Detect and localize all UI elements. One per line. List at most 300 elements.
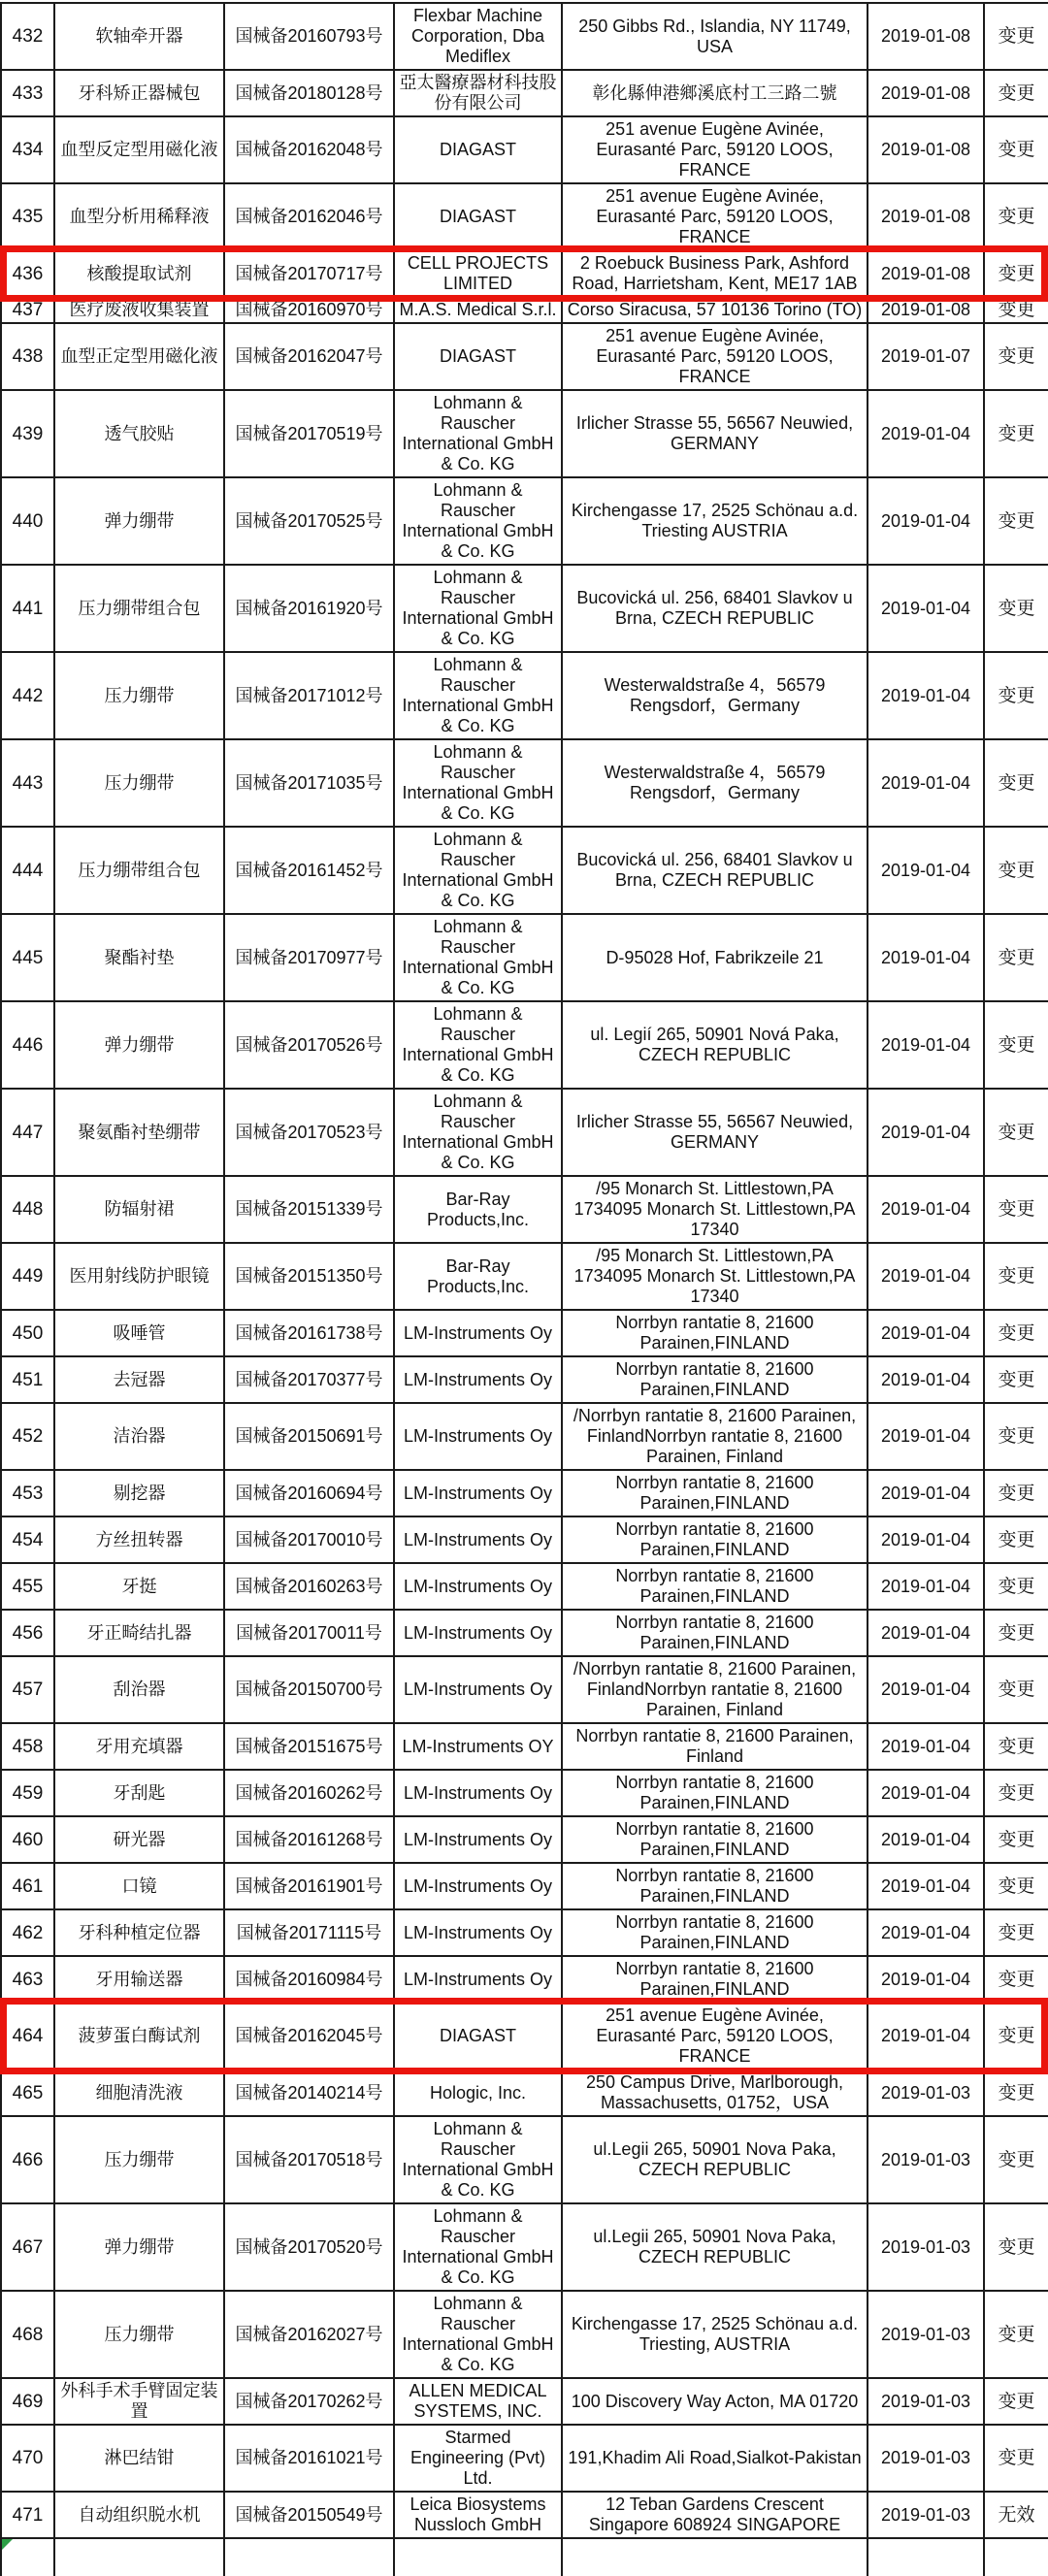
cell-company: Bar-Ray Products,Inc. (394, 1243, 562, 1310)
cell-address: Norrbyn rantatie 8, 21600 Parainen,FINLAND (562, 1310, 868, 1356)
cell-date: 2019-01-07 (868, 323, 984, 390)
cell-address: 250 Gibbs Rd., Islandia, NY 11749, USA (562, 3, 868, 70)
cell-status: 无效 (984, 2492, 1048, 2538)
table-row (1, 739, 1048, 827)
cell-row-number: 435 (1, 183, 54, 250)
cell-product-name: 牙科种植定位器 (54, 1909, 224, 1956)
cell-address (562, 2538, 868, 2576)
cell-address: ul. Legií 265, 50901 Nová Paka, CZECH REPUBLIC (562, 1001, 868, 1089)
cell-row-number: 442 (1, 652, 54, 739)
cell-status: 变更 (984, 1001, 1048, 1089)
cell-date: 2019-01-04 (868, 1176, 984, 1243)
cell-product-name: 方丝扭转器 (54, 1516, 224, 1563)
table-row (1, 390, 1048, 477)
cell-registration-no: 国械备20160984号 (224, 1956, 394, 2003)
cell-row-number: 468 (1, 2291, 54, 2378)
cell-registration-no: 国械备20150700号 (224, 1656, 394, 1723)
cell-row-number: 448 (1, 1176, 54, 1243)
cell-date: 2019-01-04 (868, 827, 984, 914)
cell-address: Norrbyn rantatie 8, 21600 Parainen,FINLAND (562, 1516, 868, 1563)
cell-company: Starmed Engineering (Pvt) Ltd. (394, 2425, 562, 2492)
cell-registration-no: 国械备20162048号 (224, 116, 394, 183)
table-row (1, 565, 1048, 652)
cell-status: 变更 (984, 3, 1048, 70)
table-row (1, 297, 1048, 323)
cell-date: 2019-01-04 (868, 1816, 984, 1863)
cell-row-number (1, 2538, 54, 2576)
cell-product-name: 细胞清洗液 (54, 2070, 224, 2116)
cell-company: LM-Instruments Oy (394, 1610, 562, 1656)
cell-company: LM-Instruments Oy (394, 1956, 562, 2003)
cell-product-name: 弹力绷带 (54, 477, 224, 565)
cell-product-name: 牙用充填器 (54, 1723, 224, 1770)
cell-product-name: 外科手术手臂固定装置 (54, 2378, 224, 2425)
cell-product-name: 淋巴结钳 (54, 2425, 224, 2492)
cell-date: 2019-01-04 (868, 1656, 984, 1723)
cell-registration-no: 国械备20161452号 (224, 827, 394, 914)
cell-date: 2019-01-04 (868, 1723, 984, 1770)
cell-company: Lohmann & Rauscher International GmbH & Co. KG (394, 390, 562, 477)
cell-row-number: 463 (1, 1956, 54, 2003)
cell-company (394, 2538, 562, 2576)
cell-registration-no: 国械备20150549号 (224, 2492, 394, 2538)
cell-address: /95 Monarch St. Littlestown,PA 1734095 Monarch St. Littlestown,PA 17340 (562, 1176, 868, 1243)
cell-product-name: 剔挖器 (54, 1470, 224, 1516)
cell-status: 变更 (984, 477, 1048, 565)
cell-company: Lohmann & Rauscher International GmbH & Co. KG (394, 652, 562, 739)
cell-row-number: 470 (1, 2425, 54, 2492)
cell-registration-no: 国械备20162047号 (224, 323, 394, 390)
cell-address: Irlicher Strasse 55, 56567 Neuwied, GERMANY (562, 390, 868, 477)
cell-date: 2019-01-04 (868, 1610, 984, 1656)
cell-registration-no: 国械备20170523号 (224, 1089, 394, 1176)
cell-company: ALLEN MEDICAL SYSTEMS, INC. (394, 2378, 562, 2425)
table-row (1, 250, 1048, 297)
cell-date: 2019-01-08 (868, 297, 984, 323)
cell-address: 191,Khadim Ali Road,Sialkot-Pakistan (562, 2425, 868, 2492)
cell-address: 251 avenue Eugène Avinée, Eurasanté Parc, 59120 LOOS, FRANCE (562, 2003, 868, 2070)
cell-company: Hologic, Inc. (394, 2070, 562, 2116)
cell-row-number: 471 (1, 2492, 54, 2538)
cell-status: 变更 (984, 1310, 1048, 1356)
cell-product-name: 压力绷带组合包 (54, 827, 224, 914)
cell-company: Lohmann & Rauscher International GmbH & Co. KG (394, 1089, 562, 1176)
cell-status: 变更 (984, 250, 1048, 297)
table-row (1, 1403, 1048, 1470)
cell-row-number: 466 (1, 2116, 54, 2203)
cell-address: Norrbyn rantatie 8, 21600 Parainen,FINLAND (562, 1770, 868, 1816)
cell-address: /Norrbyn rantatie 8, 21600 Parainen, FinlandNorrbyn rantatie 8, 21600 Parainen, Finland (562, 1403, 868, 1470)
cell-address: ul.Legii 265, 50901 Nova Paka, CZECH REPUBLIC (562, 2203, 868, 2291)
cell-registration-no: 国械备20160970号 (224, 297, 394, 323)
cell-status: 变更 (984, 914, 1048, 1001)
cell-registration-no: 国械备20160262号 (224, 1770, 394, 1816)
table-row (1, 1310, 1048, 1356)
cell-product-name: 聚酯衬垫 (54, 914, 224, 1001)
table-row (1, 1176, 1048, 1243)
cell-address: D-95028 Hof, Fabrikzeile 21 (562, 914, 868, 1001)
cell-registration-no: 国械备20170520号 (224, 2203, 394, 2291)
cell-row-number: 433 (1, 70, 54, 116)
cell-address: Norrbyn rantatie 8, 21600 Parainen, Finland (562, 1723, 868, 1770)
cell-row-number: 444 (1, 827, 54, 914)
cell-date: 2019-01-04 (868, 1470, 984, 1516)
cell-company: Lohmann & Rauscher International GmbH & Co. KG (394, 1001, 562, 1089)
cell-status: 变更 (984, 2203, 1048, 2291)
cell-address: Bucovická ul. 256, 68401 Slavkov u Brna, CZECH REPUBLIC (562, 565, 868, 652)
cell-date: 2019-01-04 (868, 2003, 984, 2070)
table-body (1, 3, 1048, 2576)
cell-status: 变更 (984, 390, 1048, 477)
cell-registration-no: 国械备20171115号 (224, 1909, 394, 1956)
cell-product-name (54, 2538, 224, 2576)
cell-status: 变更 (984, 297, 1048, 323)
cell-company: Bar-Ray Products,Inc. (394, 1176, 562, 1243)
cell-product-name: 软轴牵开器 (54, 3, 224, 70)
cell-registration-no: 国械备20150691号 (224, 1403, 394, 1470)
cell-status: 变更 (984, 1770, 1048, 1816)
cell-address: Norrbyn rantatie 8, 21600 Parainen,FINLAND (562, 1863, 868, 1909)
partial-next-row (1, 2538, 1048, 2576)
cell-company: LM-Instruments Oy (394, 1909, 562, 1956)
cell-status: 变更 (984, 1816, 1048, 1863)
cell-address: 2 Roebuck Business Park, Ashford Road, Harrietsham, Kent, ME17 1AB (562, 250, 868, 297)
cell-product-name: 压力绷带 (54, 2291, 224, 2378)
cell-status: 变更 (984, 652, 1048, 739)
table-row (1, 1563, 1048, 1610)
cell-registration-no: 国械备20170262号 (224, 2378, 394, 2425)
cell-date: 2019-01-03 (868, 2203, 984, 2291)
cell-company: LM-Instruments OY (394, 1723, 562, 1770)
cell-status: 变更 (984, 1563, 1048, 1610)
cell-registration-no: 国械备20160694号 (224, 1470, 394, 1516)
table-row (1, 1909, 1048, 1956)
cell-row-number: 460 (1, 1816, 54, 1863)
table-row (1, 652, 1048, 739)
cell-registration-no: 国械备20170525号 (224, 477, 394, 565)
cell-product-name: 压力绷带组合包 (54, 565, 224, 652)
table-row (1, 3, 1048, 70)
table-row (1, 2203, 1048, 2291)
table-row (1, 1356, 1048, 1403)
cell-product-name: 核酸提取试剂 (54, 250, 224, 297)
cell-row-number: 464 (1, 2003, 54, 2070)
cell-address: Norrbyn rantatie 8, 21600 Parainen,FINLAND (562, 1956, 868, 2003)
cell-registration-no: 国械备20170526号 (224, 1001, 394, 1089)
cell-registration-no: 国械备20161920号 (224, 565, 394, 652)
cell-product-name: 菠萝蛋白酶试剂 (54, 2003, 224, 2070)
table-row (1, 2378, 1048, 2425)
cell-row-number: 455 (1, 1563, 54, 1610)
cell-product-name: 血型反定型用磁化液 (54, 116, 224, 183)
table-row (1, 183, 1048, 250)
table-row (1, 1723, 1048, 1770)
table-row (1, 1770, 1048, 1816)
cell-row-number: 462 (1, 1909, 54, 1956)
cell-status: 变更 (984, 1403, 1048, 1470)
cell-address: /95 Monarch St. Littlestown,PA 1734095 Monarch St. Littlestown,PA 17340 (562, 1243, 868, 1310)
cell-status: 变更 (984, 565, 1048, 652)
cell-company: LM-Instruments Oy (394, 1516, 562, 1563)
cell-row-number: 451 (1, 1356, 54, 1403)
table-row (1, 1470, 1048, 1516)
cell-date: 2019-01-04 (868, 1089, 984, 1176)
cell-registration-no: 国械备20171035号 (224, 739, 394, 827)
table-row (1, 323, 1048, 390)
cell-status: 变更 (984, 827, 1048, 914)
cell-address: Norrbyn rantatie 8, 21600 Parainen,FINLAND (562, 1470, 868, 1516)
cell-product-name: 血型正定型用磁化液 (54, 323, 224, 390)
cell-status: 变更 (984, 1470, 1048, 1516)
cell-registration-no: 国械备20151350号 (224, 1243, 394, 1310)
cell-product-name: 压力绷带 (54, 739, 224, 827)
cell-address: 100 Discovery Way Acton, MA 01720 (562, 2378, 868, 2425)
cell-row-number: 437 (1, 297, 54, 323)
cell-address: Norrbyn rantatie 8, 21600 Parainen,FINLAND (562, 1356, 868, 1403)
cell-company: Flexbar Machine Corporation, Dba Mediflex (394, 3, 562, 70)
cell-date: 2019-01-04 (868, 1356, 984, 1403)
table-row (1, 2116, 1048, 2203)
cell-company: Lohmann & Rauscher International GmbH & Co. KG (394, 2116, 562, 2203)
table-row (1, 2291, 1048, 2378)
cell-company: LM-Instruments Oy (394, 1310, 562, 1356)
cell-status: 变更 (984, 2425, 1048, 2492)
cell-status: 变更 (984, 1956, 1048, 2003)
cell-address: Bucovická ul. 256, 68401 Slavkov u Brna, CZECH REPUBLIC (562, 827, 868, 914)
cell-date: 2019-01-04 (868, 1956, 984, 2003)
cell-address: 251 avenue Eugène Avinée, Eurasanté Parc, 59120 LOOS, FRANCE (562, 323, 868, 390)
cell-row-number: 461 (1, 1863, 54, 1909)
cell-status: 变更 (984, 323, 1048, 390)
cell-company: LM-Instruments Oy (394, 1656, 562, 1723)
cell-company: Leica Biosystems Nussloch GmbH (394, 2492, 562, 2538)
cell-product-name: 刮治器 (54, 1656, 224, 1723)
cell-company: LM-Instruments Oy (394, 1863, 562, 1909)
cell-status: 变更 (984, 2003, 1048, 2070)
cell-row-number: 441 (1, 565, 54, 652)
cell-date: 2019-01-04 (868, 1310, 984, 1356)
cell-company: CELL PROJECTS LIMITED (394, 250, 562, 297)
cell-company: 亞太醫療器材科技股份有限公司 (394, 70, 562, 116)
table-row (1, 1863, 1048, 1909)
table-row (1, 1656, 1048, 1723)
cell-date: 2019-01-04 (868, 1909, 984, 1956)
cell-date: 2019-01-04 (868, 652, 984, 739)
cell-registration-no: 国械备20161901号 (224, 1863, 394, 1909)
cell-company: Lohmann & Rauscher International GmbH & Co. KG (394, 2203, 562, 2291)
cell-date: 2019-01-03 (868, 2291, 984, 2378)
cell-date: 2019-01-03 (868, 2116, 984, 2203)
cell-address: Kirchengasse 17, 2525 Schönau a.d. Triesting, AUSTRIA (562, 2291, 868, 2378)
cell-registration-no: 国械备20140214号 (224, 2070, 394, 2116)
cell-status: 变更 (984, 1089, 1048, 1176)
cell-status: 变更 (984, 1356, 1048, 1403)
cell-status: 变更 (984, 1863, 1048, 1909)
table-row (1, 1243, 1048, 1310)
cell-address: 彰化縣伸港鄉溪底村工三路二號 (562, 70, 868, 116)
table-row (1, 1610, 1048, 1656)
cell-row-number: 439 (1, 390, 54, 477)
cell-product-name: 牙刮匙 (54, 1770, 224, 1816)
cell-row-number: 445 (1, 914, 54, 1001)
cell-date: 2019-01-04 (868, 1863, 984, 1909)
cell-registration-no: 国械备20151675号 (224, 1723, 394, 1770)
cell-registration-no: 国械备20160793号 (224, 3, 394, 70)
cell-row-number: 453 (1, 1470, 54, 1516)
cell-status (984, 2538, 1048, 2576)
cell-date: 2019-01-08 (868, 183, 984, 250)
table-row (1, 2003, 1048, 2070)
cell-date: 2019-01-08 (868, 116, 984, 183)
cell-date: 2019-01-03 (868, 2492, 984, 2538)
cell-product-name: 弹力绷带 (54, 2203, 224, 2291)
table-row (1, 1516, 1048, 1563)
cell-status: 变更 (984, 2291, 1048, 2378)
cell-company: M.A.S. Medical S.r.l. (394, 297, 562, 323)
table-row (1, 2425, 1048, 2492)
cell-registration-no: 国械备20161738号 (224, 1310, 394, 1356)
cell-product-name: 牙正畸结扎器 (54, 1610, 224, 1656)
table-row (1, 1956, 1048, 2003)
cell-row-number: 446 (1, 1001, 54, 1089)
cell-date: 2019-01-03 (868, 2378, 984, 2425)
cell-product-name: 防辐射裙 (54, 1176, 224, 1243)
cell-date: 2019-01-04 (868, 1516, 984, 1563)
cell-status: 变更 (984, 1176, 1048, 1243)
cell-date: 2019-01-04 (868, 739, 984, 827)
table-row (1, 2070, 1048, 2116)
cell-registration-no: 国械备20170717号 (224, 250, 394, 297)
cell-status: 变更 (984, 1656, 1048, 1723)
cell-registration-no: 国械备20161021号 (224, 2425, 394, 2492)
cell-status: 变更 (984, 2070, 1048, 2116)
cell-address: 251 avenue Eugène Avinée, Eurasanté Parc, 59120 LOOS, FRANCE (562, 116, 868, 183)
cell-row-number: 469 (1, 2378, 54, 2425)
cell-product-name: 去冠器 (54, 1356, 224, 1403)
cell-row-number: 450 (1, 1310, 54, 1356)
cell-date: 2019-01-08 (868, 250, 984, 297)
cell-address: Norrbyn rantatie 8, 21600 Parainen,FINLAND (562, 1909, 868, 1956)
cell-status: 变更 (984, 1909, 1048, 1956)
cell-row-number: 459 (1, 1770, 54, 1816)
cell-company: DIAGAST (394, 2003, 562, 2070)
cell-row-number: 447 (1, 1089, 54, 1176)
cell-status: 变更 (984, 1610, 1048, 1656)
cell-registration-no: 国械备20170010号 (224, 1516, 394, 1563)
cell-product-name: 血型分析用稀释液 (54, 183, 224, 250)
cell-product-name: 医用射线防护眼镜 (54, 1243, 224, 1310)
cell-registration-no: 国械备20162046号 (224, 183, 394, 250)
cell-registration-no: 国械备20160263号 (224, 1563, 394, 1610)
cell-address: Westerwaldstraße 4，56579 Rengsdorf，Germany (562, 652, 868, 739)
cell-company: LM-Instruments Oy (394, 1470, 562, 1516)
cell-registration-no: 国械备20161268号 (224, 1816, 394, 1863)
table-row (1, 914, 1048, 1001)
cell-status: 变更 (984, 116, 1048, 183)
cell-date: 2019-01-04 (868, 1001, 984, 1089)
cell-company: DIAGAST (394, 323, 562, 390)
cell-product-name: 牙用输送器 (54, 1956, 224, 2003)
cell-company: Lohmann & Rauscher International GmbH & Co. KG (394, 565, 562, 652)
cell-status: 变更 (984, 1243, 1048, 1310)
cell-row-number: 452 (1, 1403, 54, 1470)
medical-device-registry-table (0, 2, 1048, 2576)
cell-date: 2019-01-08 (868, 3, 984, 70)
cell-date: 2019-01-04 (868, 914, 984, 1001)
cell-date: 2019-01-08 (868, 70, 984, 116)
cell-company: Lohmann & Rauscher International GmbH & Co. KG (394, 914, 562, 1001)
table-row (1, 1001, 1048, 1089)
cell-status: 变更 (984, 1723, 1048, 1770)
cell-date: 2019-01-03 (868, 2070, 984, 2116)
cell-product-name: 洁治器 (54, 1403, 224, 1470)
cell-row-number: 454 (1, 1516, 54, 1563)
cell-date: 2019-01-04 (868, 477, 984, 565)
cell-company: LM-Instruments Oy (394, 1403, 562, 1470)
cell-registration-no: 国械备20170377号 (224, 1356, 394, 1403)
table-row (1, 477, 1048, 565)
cell-address: Westerwaldstraße 4，56579 Rengsdorf，Germany (562, 739, 868, 827)
table-row (1, 827, 1048, 914)
cell-date: 2019-01-04 (868, 565, 984, 652)
cell-product-name: 自动组织脱水机 (54, 2492, 224, 2538)
cell-row-number: 457 (1, 1656, 54, 1723)
cell-product-name: 透气胶贴 (54, 390, 224, 477)
cell-row-number: 440 (1, 477, 54, 565)
cell-registration-no (224, 2538, 394, 2576)
cell-registration-no: 国械备20151339号 (224, 1176, 394, 1243)
cell-company: Lohmann & Rauscher International GmbH & Co. KG (394, 2291, 562, 2378)
cell-date: 2019-01-03 (868, 2425, 984, 2492)
cell-date: 2019-01-04 (868, 1243, 984, 1310)
cell-address: ul.Legii 265, 50901 Nova Paka, CZECH REPUBLIC (562, 2116, 868, 2203)
cell-product-name: 压力绷带 (54, 2116, 224, 2203)
cell-registration-no: 国械备20171012号 (224, 652, 394, 739)
cell-company: LM-Instruments Oy (394, 1770, 562, 1816)
cell-row-number: 465 (1, 2070, 54, 2116)
cell-address: Kirchengasse 17, 2525 Schönau a.d. Triesting AUSTRIA (562, 477, 868, 565)
cell-status: 变更 (984, 183, 1048, 250)
table-row (1, 70, 1048, 116)
cell-product-name: 牙科矫正器械包 (54, 70, 224, 116)
cell-date: 2019-01-04 (868, 390, 984, 477)
cell-registration-no: 国械备20170011号 (224, 1610, 394, 1656)
cell-product-name: 压力绷带 (54, 652, 224, 739)
cell-address: Corso Siracusa, 57 10136 Torino (TO) (562, 297, 868, 323)
cell-company: Lohmann & Rauscher International GmbH & Co. KG (394, 827, 562, 914)
cell-row-number: 434 (1, 116, 54, 183)
cell-row-number: 456 (1, 1610, 54, 1656)
cell-company: LM-Instruments Oy (394, 1563, 562, 1610)
cell-address: Irlicher Strasse 55, 56567 Neuwied, GERMANY (562, 1089, 868, 1176)
cell-registration-no: 国械备20170518号 (224, 2116, 394, 2203)
table-row (1, 1816, 1048, 1863)
cell-row-number: 449 (1, 1243, 54, 1310)
cell-address: Norrbyn rantatie 8, 21600 Parainen,FINLAND (562, 1563, 868, 1610)
cell-status: 变更 (984, 2116, 1048, 2203)
cell-registration-no: 国械备20162045号 (224, 2003, 394, 2070)
cell-row-number: 443 (1, 739, 54, 827)
table-row (1, 1089, 1048, 1176)
cell-row-number: 432 (1, 3, 54, 70)
table-row (1, 2492, 1048, 2538)
cell-product-name: 聚氨酯衬垫绷带 (54, 1089, 224, 1176)
cell-row-number: 458 (1, 1723, 54, 1770)
cell-company: DIAGAST (394, 183, 562, 250)
cell-product-name: 牙挺 (54, 1563, 224, 1610)
cell-product-name: 口镜 (54, 1863, 224, 1909)
dirty-cell-marker-icon (2, 2539, 13, 2550)
